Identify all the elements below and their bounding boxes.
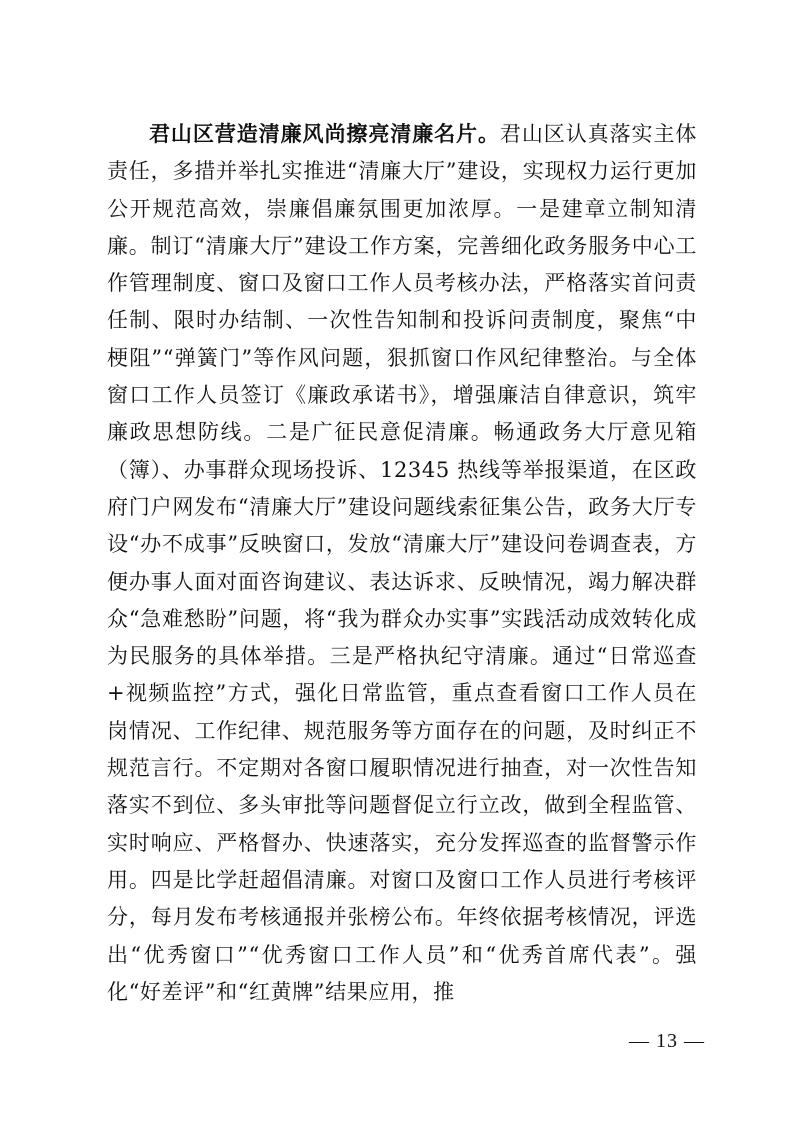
subsection-1-text: 制订“清廉大厅”建设工作方案，完善细化政务服务中心工作管理制度、窗口及窗口工作人员考核办法，严格落实首问责任制、限时办结制、一次性告知制和投诉问责制度，聚焦“中梗阻”“弹簧门”等作风问题，狠抓窗口作风纪律整治。与全体窗口工作人员签订《廉政承诺书》，增强廉洁自律意识，筑牢廉政思想防线。	[107, 233, 697, 445]
subheading-1: 一是建章立制知清廉。	[107, 196, 697, 258]
page-number: — 13 —	[629, 1030, 705, 1052]
subheading-4: 四是比学赶超倡清廉。	[150, 867, 370, 892]
body-paragraph	[107, 116, 697, 1011]
subsection-2-text: 畅通政务大厅意见箱（簿）、办事群众现场投诉、12345 热线等举报渠道，在区政府门户网发布“清廉大厅”建设问题线索征集公告，政务大厅专设“办不成事”反映窗口，发放“清廉大厅”建设问卷调查表，方便办事人面对面咨询建议、表达诉求、反映情况，竭力解决群众“急难愁盼”问题，将“我为群众办实事”实践活动成效转化成为民服务的具体举措。	[107, 420, 697, 669]
subsection-3-text: 通过“日常巡查+视频监控”方式，强化日常监管，重点查看窗口工作人员在岗情况、工作纪律、规范服务等方面存在的问题，及时纠正不规范言行。不定期对各窗口履职情况进行抽查，对一次性告知落实不到位、多头审批等问题督促立行立改，做到全程监管、实时响应、严格督办、快速落实，充分发挥巡查的监督警示作用。	[107, 644, 697, 892]
subheading-2: 二是广征民意促清廉。	[266, 420, 494, 445]
lead-heading: 君山区营造清廉风尚擦亮清廉名片。	[149, 122, 500, 146]
subsection-4-text: 对窗口及窗口工作人员进行考核评分，每月发布考核通报并张榜公布。年终依据考核情况，评选出“优秀窗口”“优秀窗口工作人员”和“优秀首席代表”。强化“好差评”和“红黄牌”结果应用，推	[107, 867, 698, 1004]
intro-text: 君山区认真落实主体责任，多措并举扎实推进“清廉大厅”建设，实现权力运行更加公开规范高效，崇廉倡廉氛围更加浓厚。	[107, 122, 697, 221]
subheading-3: 三是严格执纪守清廉。	[329, 644, 553, 669]
